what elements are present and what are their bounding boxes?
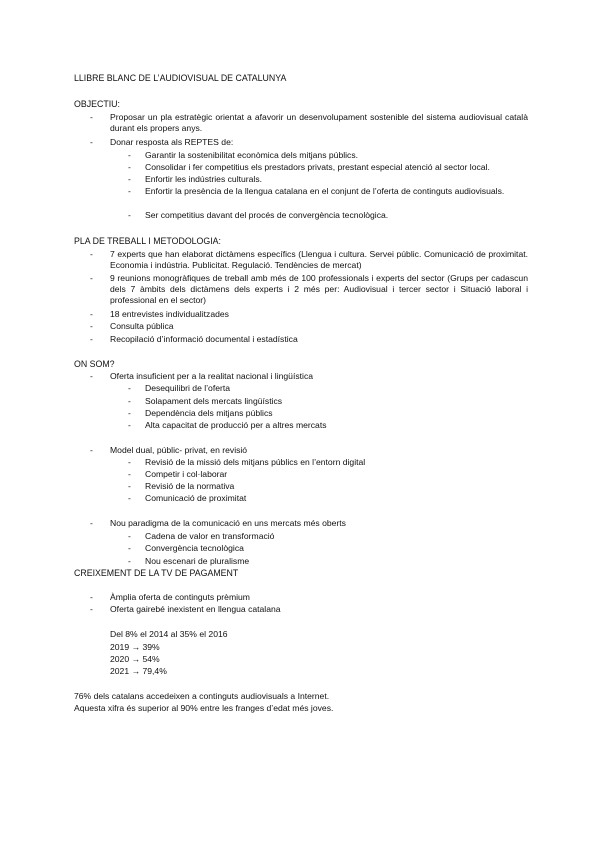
sub-bullet-dash: - [128, 457, 131, 467]
sub-bullet-dash: - [128, 408, 131, 418]
repte-item: Garantir la sostenibilitat econòmica dels mitjans públics. [145, 150, 359, 160]
sub-bullet-dash: - [128, 493, 131, 503]
onsom-group-label: Oferta insuficient per a la realitat nacional i lingüística [110, 371, 314, 381]
onsom-sub-item: Revisió de la missió dels mitjans públics en l’entorn digital [145, 457, 366, 467]
objectiu-item-2: Donar resposta als REPTES de: [110, 137, 234, 147]
onsom-group-label: Model dual, públic- privat, en revisió [110, 445, 248, 455]
bullet-dash: - [90, 309, 93, 319]
bullet-dash: - [90, 334, 93, 344]
creixement-year: 2019 → 39% [110, 642, 160, 652]
creixement-year: 2020 → 54% [110, 654, 160, 664]
repte-item: Consolidar i fer competitius els prestadors privats, prestant especial atenció al sector local. [145, 162, 490, 172]
sub-bullet-dash: - [128, 210, 131, 220]
bullet-dash: - [90, 321, 93, 331]
sub-bullet-dash: - [128, 162, 131, 172]
sub-bullet-dash: - [128, 556, 131, 566]
onsom-sub-item: Convergència tecnològica [145, 543, 244, 553]
sub-bullet-dash: - [128, 543, 131, 553]
onsom-sub-item: Dependència dels mitjans públics [145, 408, 273, 418]
pla-item: Recopilació d’informació documental i estadística [110, 334, 298, 344]
section-heading-creixement: CREIXEMENT DE LA TV DE PAGAMENT [74, 568, 239, 578]
bullet-dash: - [90, 137, 93, 147]
repte-item: Enfortir les indústries culturals. [145, 174, 263, 184]
pla-item: 18 entrevistes individualitzades [110, 309, 229, 319]
sub-bullet-dash: - [128, 186, 131, 196]
sub-bullet-dash: - [128, 469, 131, 479]
onsom-sub-item: Cadena de valor en transformació [145, 531, 275, 541]
closing-line: 76% dels catalans accedeixen a continguts audiovisuals a Internet. [74, 691, 330, 701]
sub-bullet-dash: - [128, 174, 131, 184]
onsom-sub-item: Solapament dels mercats lingüístics [145, 396, 283, 406]
repte-item: Enfortir la presència de la llengua catalana en el conjunt de l’oferta de continguts audiovisuals. [145, 186, 505, 196]
creixement-year: 2021 → 79,4% [110, 666, 167, 676]
document-title: LLIBRE BLANC DE L’AUDIOVISUAL DE CATALUNYA [74, 73, 287, 83]
onsom-sub-item: Revisió de la normativa [145, 481, 235, 491]
section-heading-pla: PLA DE TREBALL I METODOLOGIA: [74, 236, 221, 246]
pla-item: Consulta pública [110, 321, 174, 331]
onsom-sub-item: Nou escenari de pluralisme [145, 556, 250, 566]
closing-line: Aquesta xifra és superior al 90% entre les franges d’edat més joves. [74, 703, 334, 713]
onsom-sub-item: Competir i col·laborar [145, 469, 228, 479]
sub-bullet-dash: - [128, 150, 131, 160]
sub-bullet-dash: - [128, 383, 131, 393]
section-heading-onsom: ON SOM? [74, 359, 115, 369]
bullet-dash: - [90, 592, 93, 602]
sub-bullet-dash: - [128, 396, 131, 406]
bullet-dash: - [90, 249, 93, 259]
sub-bullet-dash: - [128, 420, 131, 430]
section-heading-objectiu: OBJECTIU: [74, 99, 120, 109]
onsom-sub-item: Desequilibri de l’oferta [145, 383, 231, 393]
onsom-sub-item: Alta capacitat de producció per a altres mercats [145, 420, 327, 430]
pla-item: 7 experts que han elaborat dictàmens específics (Llengua i cultura. Servei públic. Comunicació de proximitat. Economia i indústria. Publicitat. Regulació. Tendències de mercat) [110, 249, 528, 270]
bullet-dash: - [90, 445, 93, 455]
bullet-dash: - [90, 371, 93, 381]
bullet-dash: - [90, 273, 93, 283]
creixement-item: Àmplia oferta de continguts prèmium [110, 592, 250, 602]
onsom-sub-item: Comunicació de proximitat [145, 493, 247, 503]
sub-bullet-dash: - [128, 531, 131, 541]
bullet-dash: - [90, 604, 93, 614]
bullet-dash: - [90, 112, 93, 122]
bullet-dash: - [90, 518, 93, 528]
onsom-group-label: Nou paradigma de la comunicació en uns mercats més oberts [110, 518, 346, 528]
sub-bullet-dash: - [128, 481, 131, 491]
creixement-item: Oferta gairebé inexistent en llengua catalana [110, 604, 281, 614]
objectiu-item-1: Proposar un pla estratègic orientat a afavorir un desenvolupament sostenible del sistema audiovisual català durant els propers anys. [110, 112, 528, 133]
pla-item: 9 reunions monogràfiques de treball amb més de 100 professionals i experts del sector (Grups per cadascun dels 7 àmbits dels dictàmens dels experts i 2 més per: Audiovisual i tercer sector i Situació laboral i professional en el sector) [110, 273, 528, 305]
creixement-stat-line: Del 8% el 2014 al 35% el 2016 [110, 629, 228, 639]
repte-item: Ser competitius davant del procés de convergència tecnològica. [145, 210, 389, 220]
